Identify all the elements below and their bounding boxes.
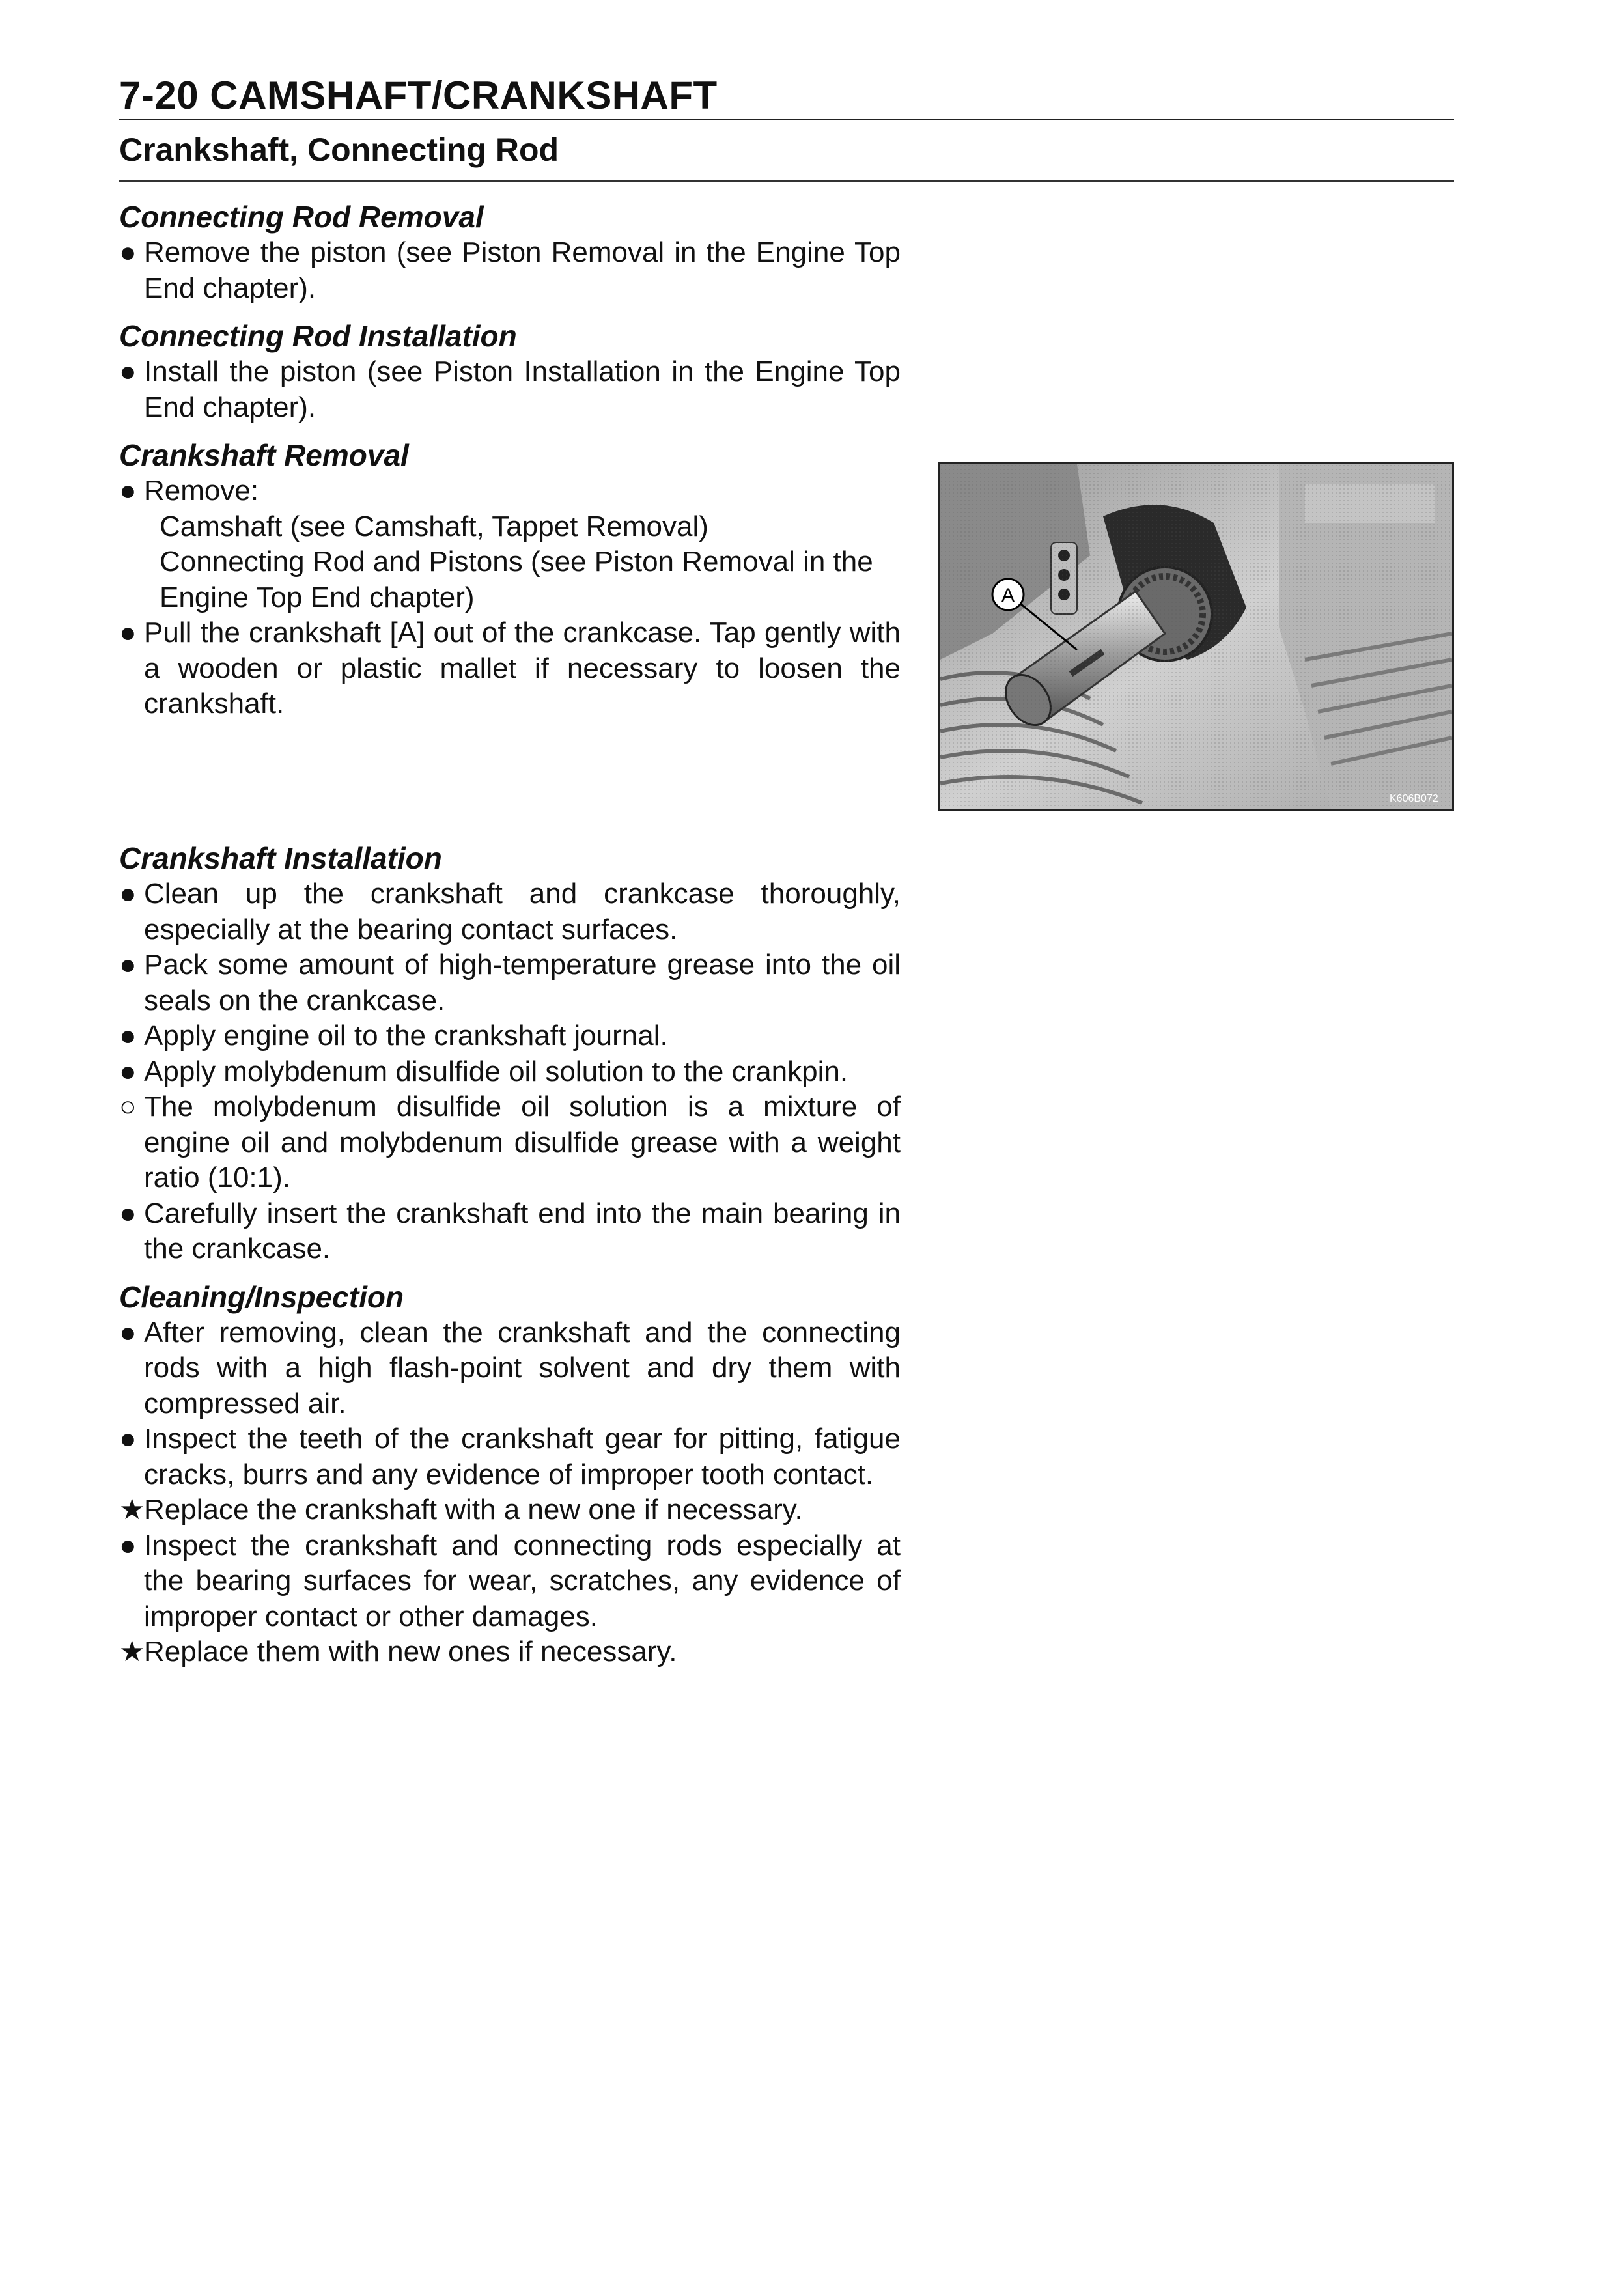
cleaning-inspection-section xyxy=(119,1279,901,1670)
lower-column xyxy=(119,840,901,1682)
list-item: ● Remove: xyxy=(119,473,901,509)
star-icon: ★ xyxy=(119,1636,145,1668)
header-rule xyxy=(119,119,1454,120)
bullet-icon: ● xyxy=(119,878,137,910)
list-item: ● Inspect the teeth of the crankshaft gear for pitting, fatigue cracks, burrs and any evidence of improper tooth contact. xyxy=(119,1423,901,1490)
crankshaft-removal-heading: Crankshaft Removal xyxy=(119,438,409,472)
page-title: 7-20 CAMSHAFT/CRANKSHAFT xyxy=(119,74,718,117)
callout-label: A xyxy=(1001,585,1015,606)
crankshaft-photo xyxy=(938,462,1454,811)
conrod-installation-section xyxy=(119,318,901,425)
bullet-icon: ● xyxy=(119,1055,137,1087)
note-item: ○ The molybdenum disulfide oil solution is a mixture of engine oil and molybdenum disulfide grease with a weight ratio (10:1). xyxy=(119,1091,901,1194)
list-item: ● Inspect the crankshaft and connecting rods especially at the bearing surfaces for wear, scratches, any evidence of improper contact or other damages. xyxy=(119,1529,901,1632)
bullet-icon: ● xyxy=(119,1197,137,1229)
list-item: ● After removing, clean the crankshaft and the connecting rods with a high flash-point solvent and dry them with compressed air. xyxy=(119,1316,901,1419)
bullet-icon: ● xyxy=(119,1423,137,1455)
crankshaft-installation-section xyxy=(119,840,901,1267)
sub-list-item: Camshaft (see Camshaft, Tappet Removal) xyxy=(160,510,708,542)
list-item: ● Apply engine oil to the crankshaft journal. xyxy=(119,1018,901,1054)
bullet-icon: ● xyxy=(119,949,137,981)
star-icon: ★ xyxy=(119,1494,145,1526)
bullet-icon: ● xyxy=(119,1529,137,1561)
upper-column xyxy=(119,199,901,734)
list-item: ● Pull the crankshaft [A] out of the crankcase. Tap gently with a wooden or plastic mallet if necessary to loosen the crankshaft. xyxy=(119,617,901,720)
list-item: ● Install the piston (see Piston Installation in the Engine Top End chapter). xyxy=(119,356,901,423)
bullet-icon: ● xyxy=(119,475,137,507)
sub-list-item: Connecting Rod and Pistons (see Piston Removal in the Engine Top End chapter) xyxy=(160,546,873,613)
action-item: ★ Replace the crankshaft with a new one if necessary. xyxy=(119,1492,901,1528)
section-rule xyxy=(119,180,1454,182)
bullet-icon: ● xyxy=(119,617,137,649)
crankshaft-installation-heading: Crankshaft Installation xyxy=(119,841,442,875)
page-header xyxy=(119,73,1454,182)
list-item: ● Carefully insert the crankshaft end into the main bearing in the crankcase. xyxy=(119,1197,901,1265)
cleaning-inspection-heading: Cleaning/Inspection xyxy=(119,1279,404,1314)
list-item: ● Clean up the crankshaft and crankcase thoroughly, especially at the bearing contact surfaces. xyxy=(119,878,901,945)
action-item: ★ Replace them with new ones if necessary. xyxy=(119,1634,901,1670)
note-circle-icon: ○ xyxy=(119,1091,137,1123)
list-item: ● Remove the piston (see Piston Removal in the Engine Top End chapter). xyxy=(119,236,901,304)
list-item: ● Apply molybdenum disulfide oil solution to the crankpin. xyxy=(119,1054,901,1090)
figure-code: K606B072 xyxy=(1390,793,1438,804)
conrod-installation-heading: Connecting Rod Installation xyxy=(119,319,517,353)
conrod-removal-heading: Connecting Rod Removal xyxy=(119,200,484,234)
bullet-icon: ● xyxy=(119,1316,137,1349)
section-title: Crankshaft, Connecting Rod xyxy=(119,132,559,168)
bullet-icon: ● xyxy=(119,356,137,387)
bullet-icon: ● xyxy=(119,236,137,268)
crankshaft-removal-section xyxy=(119,437,901,722)
conrod-removal-section xyxy=(119,199,901,306)
list-item: ● Pack some amount of high-temperature grease into the oil seals on the crankcase. xyxy=(119,949,901,1016)
bullet-icon: ● xyxy=(119,1020,137,1052)
